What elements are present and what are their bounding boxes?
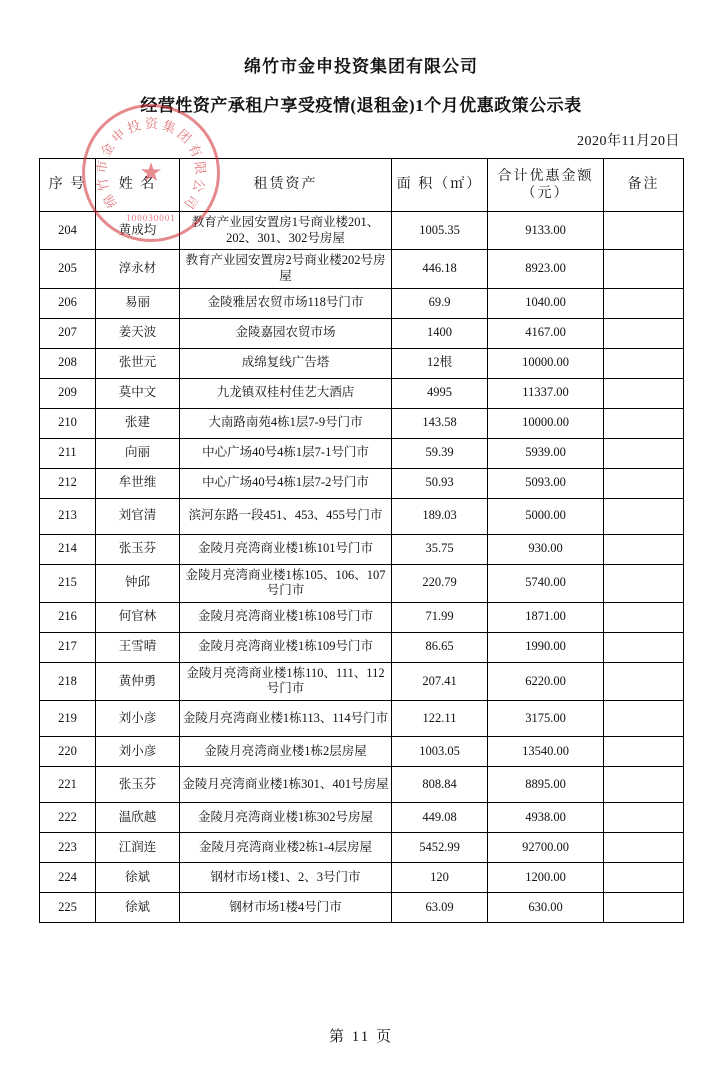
cell-amount: 11337.00 xyxy=(488,378,604,408)
cell-amount: 930.00 xyxy=(488,534,604,564)
cell-note xyxy=(604,348,684,378)
cell-area: 143.58 xyxy=(392,408,488,438)
cell-amount: 1200.00 xyxy=(488,863,604,893)
table-row xyxy=(40,602,684,632)
cell-area: 189.03 xyxy=(392,498,488,534)
cell-note xyxy=(604,438,684,468)
cell-asset: 金陵月亮湾商业楼1栋109号门市 xyxy=(180,632,392,662)
table-row xyxy=(40,408,684,438)
cell-amount: 10000.00 xyxy=(488,408,604,438)
cell-asset: 金陵月亮湾商业楼1栋101号门市 xyxy=(180,534,392,564)
cell-note xyxy=(604,632,684,662)
table-row xyxy=(40,318,684,348)
cell-asset: 教育产业园安置房1号商业楼201、202、301、302号房屋 xyxy=(180,212,392,250)
table-row xyxy=(40,468,684,498)
cell-name: 姜天波 xyxy=(96,318,180,348)
table-row xyxy=(40,632,684,662)
table-row xyxy=(40,833,684,863)
cell-asset: 钢材市场1楼4号门市 xyxy=(180,893,392,923)
cell-amount: 5939.00 xyxy=(488,438,604,468)
cell-asset: 金陵月亮湾商业楼2栋1-4层房屋 xyxy=(180,833,392,863)
table-row xyxy=(40,250,684,288)
cell-name: 莫中文 xyxy=(96,378,180,408)
cell-asset: 钢材市场1楼1、2、3号门市 xyxy=(180,863,392,893)
cell-area: 5452.99 xyxy=(392,833,488,863)
cell-area: 449.08 xyxy=(392,803,488,833)
cell-asset: 成绵复线广告塔 xyxy=(180,348,392,378)
cell-name: 刘小彦 xyxy=(96,701,180,737)
cell-asset: 金陵月亮湾商业楼1栋301、401号房屋 xyxy=(180,767,392,803)
cell-note xyxy=(604,803,684,833)
cell-asset: 教育产业园安置房2号商业楼202号房屋 xyxy=(180,250,392,288)
document-subtitle: 经营性资产承租户享受疫情(退租金)1个月优惠政策公示表 xyxy=(140,96,582,115)
cell-name: 张建 xyxy=(96,408,180,438)
table-container xyxy=(39,158,683,923)
table-row xyxy=(40,662,684,700)
page-footer: 第 11 页 xyxy=(329,1029,393,1045)
cell-index: 218 xyxy=(40,662,96,700)
cell-asset: 九龙镇双桂村佳艺大酒店 xyxy=(180,378,392,408)
cell-amount: 630.00 xyxy=(488,893,604,923)
cell-area: 69.9 xyxy=(392,288,488,318)
cell-amount: 92700.00 xyxy=(488,833,604,863)
cell-index: 219 xyxy=(40,701,96,737)
cell-area: 71.99 xyxy=(392,602,488,632)
cell-area: 1400 xyxy=(392,318,488,348)
cell-index: 211 xyxy=(40,438,96,468)
cell-note xyxy=(604,468,684,498)
cell-area: 446.18 xyxy=(392,250,488,288)
cell-name: 淳永材 xyxy=(96,250,180,288)
cell-area: 207.41 xyxy=(392,662,488,700)
cell-area: 1005.35 xyxy=(392,212,488,250)
cell-amount: 8895.00 xyxy=(488,767,604,803)
cell-note xyxy=(604,737,684,767)
seal-bottom-text: 100030001 xyxy=(126,213,176,223)
cell-note xyxy=(604,662,684,700)
cell-amount: 6220.00 xyxy=(488,662,604,700)
cell-area: 59.39 xyxy=(392,438,488,468)
cell-index: 222 xyxy=(40,803,96,833)
col-header-index: 序 号 xyxy=(40,159,96,212)
table-row xyxy=(40,212,684,250)
cell-area: 120 xyxy=(392,863,488,893)
cell-asset: 滨河东路一段451、453、455号门市 xyxy=(180,498,392,534)
cell-note xyxy=(604,212,684,250)
cell-index: 208 xyxy=(40,348,96,378)
cell-asset: 金陵月亮湾商业楼1栋105、106、107号门市 xyxy=(180,564,392,602)
cell-index: 224 xyxy=(40,863,96,893)
cell-note xyxy=(604,767,684,803)
table-row xyxy=(40,498,684,534)
table-row xyxy=(40,348,684,378)
cell-name: 张世元 xyxy=(96,348,180,378)
cell-area: 220.79 xyxy=(392,564,488,602)
cell-amount: 8923.00 xyxy=(488,250,604,288)
table-row xyxy=(40,803,684,833)
table-row xyxy=(40,438,684,468)
cell-name: 徐斌 xyxy=(96,863,180,893)
cell-amount: 4938.00 xyxy=(488,803,604,833)
table-row xyxy=(40,378,684,408)
cell-amount: 5740.00 xyxy=(488,564,604,602)
cell-amount: 1040.00 xyxy=(488,288,604,318)
cell-amount: 1871.00 xyxy=(488,602,604,632)
cell-index: 209 xyxy=(40,378,96,408)
cell-amount: 3175.00 xyxy=(488,701,604,737)
col-header-area: 面 积（㎡） xyxy=(392,159,488,212)
cell-index: 216 xyxy=(40,602,96,632)
col-header-asset: 租赁资产 xyxy=(180,159,392,212)
cell-note xyxy=(604,701,684,737)
cell-index: 210 xyxy=(40,408,96,438)
cell-name: 向丽 xyxy=(96,438,180,468)
cell-name: 刘小彦 xyxy=(96,737,180,767)
cell-area: 808.84 xyxy=(392,767,488,803)
cell-index: 206 xyxy=(40,288,96,318)
cell-name: 黄仲勇 xyxy=(96,662,180,700)
cell-asset: 金陵月亮湾商业楼1栋110、111、112号门市 xyxy=(180,662,392,700)
cell-note xyxy=(604,863,684,893)
cell-index: 207 xyxy=(40,318,96,348)
cell-area: 122.11 xyxy=(392,701,488,737)
cell-asset: 金陵雅居农贸市场118号门市 xyxy=(180,288,392,318)
cell-note xyxy=(604,893,684,923)
cell-note xyxy=(604,534,684,564)
cell-index: 225 xyxy=(40,893,96,923)
cell-note xyxy=(604,318,684,348)
cell-asset: 金陵月亮湾商业楼1栋302号房屋 xyxy=(180,803,392,833)
cell-asset: 大南路南苑4栋1层7-9号门市 xyxy=(180,408,392,438)
cell-asset: 金陵月亮湾商业楼1栋108号门市 xyxy=(180,602,392,632)
document-page xyxy=(0,52,722,1068)
table-header-row xyxy=(40,159,684,212)
seal-star-icon: ★ xyxy=(139,158,163,187)
cell-asset: 中心广场40号4栋1层7-2号门市 xyxy=(180,468,392,498)
cell-name: 徐斌 xyxy=(96,893,180,923)
cell-area: 63.09 xyxy=(392,893,488,923)
cell-note xyxy=(604,498,684,534)
cell-index: 204 xyxy=(40,212,96,250)
cell-index: 205 xyxy=(40,250,96,288)
table-row xyxy=(40,893,684,923)
table-row xyxy=(40,737,684,767)
cell-amount: 10000.00 xyxy=(488,348,604,378)
cell-index: 221 xyxy=(40,767,96,803)
seal-arc-text: 绵 竹 市 金 申 投 资 集 团 有 限 公 司 xyxy=(93,116,209,212)
cell-index: 223 xyxy=(40,833,96,863)
cell-note xyxy=(604,564,684,602)
cell-note xyxy=(604,408,684,438)
cell-index: 220 xyxy=(40,737,96,767)
cell-name: 何官林 xyxy=(96,602,180,632)
cell-asset: 金陵月亮湾商业楼1栋2层房屋 xyxy=(180,737,392,767)
cell-name: 张玉芬 xyxy=(96,767,180,803)
cell-area: 50.93 xyxy=(392,468,488,498)
cell-area: 35.75 xyxy=(392,534,488,564)
cell-name: 钟邱 xyxy=(96,564,180,602)
cell-name: 温欣越 xyxy=(96,803,180,833)
col-header-amount: 合计优惠金额（元） xyxy=(488,159,604,212)
cell-amount: 13540.00 xyxy=(488,737,604,767)
table-row xyxy=(40,701,684,737)
cell-index: 217 xyxy=(40,632,96,662)
document-title: 绵竹市金申投资集团有限公司 xyxy=(244,57,478,76)
cell-area: 1003.05 xyxy=(392,737,488,767)
cell-index: 213 xyxy=(40,498,96,534)
cell-amount: 5000.00 xyxy=(488,498,604,534)
cell-index: 212 xyxy=(40,468,96,498)
cell-note xyxy=(604,602,684,632)
table-row xyxy=(40,863,684,893)
cell-name: 江润连 xyxy=(96,833,180,863)
cell-amount: 1990.00 xyxy=(488,632,604,662)
cell-asset: 金陵月亮湾商业楼1栋113、114号门市 xyxy=(180,701,392,737)
cell-asset: 中心广场40号4栋1层7-1号门市 xyxy=(180,438,392,468)
cell-name: 牟世维 xyxy=(96,468,180,498)
col-header-name: 姓 名 xyxy=(96,159,180,212)
cell-name: 易丽 xyxy=(96,288,180,318)
cell-note xyxy=(604,378,684,408)
cell-index: 215 xyxy=(40,564,96,602)
cell-name: 刘官清 xyxy=(96,498,180,534)
table-row xyxy=(40,767,684,803)
cell-note xyxy=(604,250,684,288)
cell-area: 86.65 xyxy=(392,632,488,662)
cell-area: 12根 xyxy=(392,348,488,378)
table-body xyxy=(40,212,684,923)
cell-area: 4995 xyxy=(392,378,488,408)
table-row xyxy=(40,564,684,602)
cell-amount: 4167.00 xyxy=(488,318,604,348)
cell-name: 张玉芬 xyxy=(96,534,180,564)
cell-index: 214 xyxy=(40,534,96,564)
cell-note xyxy=(604,833,684,863)
document-date: 2020年11月20日 xyxy=(577,134,680,149)
cell-note xyxy=(604,288,684,318)
col-header-note: 备注 xyxy=(604,159,684,212)
cell-asset: 金陵嘉园农贸市场 xyxy=(180,318,392,348)
cell-amount: 9133.00 xyxy=(488,212,604,250)
cell-amount: 5093.00 xyxy=(488,468,604,498)
cell-name: 王雪晴 xyxy=(96,632,180,662)
table-row xyxy=(40,288,684,318)
table-row xyxy=(40,534,684,564)
public-notice-table xyxy=(39,158,684,923)
cell-name: 黄成均 xyxy=(96,212,180,250)
